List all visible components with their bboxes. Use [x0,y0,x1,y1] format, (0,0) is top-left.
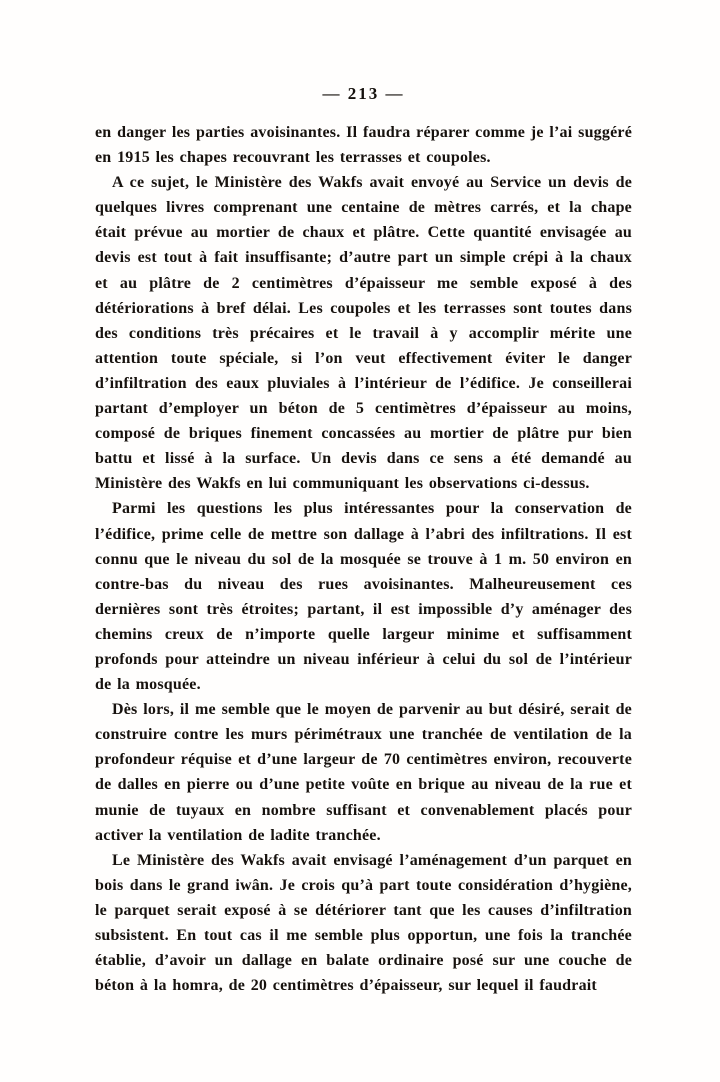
page-content [95,84,632,998]
body-text [95,120,632,998]
paragraph: A ce sujet, le Ministère des Wakfs avait envoyé au Service un devis de quelques livres comprenant une centaine de mètres carrés, et la chape était prévue au mortier de chaux et plâtre. Cette quantité envisagée au devis est tout à fait insuffisante; d’autre part un simple crépi à la chaux et au plâtre de 2 centimètres d’épaisseur me semble exposé à des détériorations à bref délai. Les coupoles et les terrasses sont toutes dans des conditions très précaires et le travail à y accomplir mérite une attention toute spéciale, si l’on veut effectivement éviter le danger d’infiltration des eaux pluviales à l’intérieur de l’édifice. Je conseillerai partant d’employer un béton de 5 centimètres d’épaisseur au moins, composé de briques finement concassées au mortier de plâtre pur bien battu et lissé à la surface. Un devis dans ce sens a été demandé au Ministère des Wakfs en lui communiquant les observations ci-dessus. [95,174,632,493]
page-number: — 213 — [322,84,405,103]
paragraph: Parmi les questions les plus intéressantes pour la conservation de l’édifice, prime celle de mettre son dallage à l’abri des infiltrations. Il est connu que le niveau du sol de la mosquée se trouve à 1 m. 50 environ en contre-bas du niveau des rues avoisinantes. Malheureusement ces dernières sont très étroites; partant, il est impossible d’y aménager des chemins creux de n’importe quelle largeur minime et suffisamment profonds pour atteindre un niveau inférieur à celui du sol de l’intérieur de la mosquée. [95,500,632,694]
paragraph: Dès lors, il me semble que le moyen de parvenir au but désiré, serait de construire contre les murs périmétraux une tranchée de ventilation de la profondeur réquise et d’une largeur de 70 centimètres environ, recouverte de dalles en pierre ou d’une petite voûte en brique au niveau de la rue et munie de tuyaux en nombre suffisant et convenablement placés pour activer la ventilation de ladite tranchée. [95,701,632,844]
paragraph: Le Ministère des Wakfs avait envisagé l’aménagement d’un parquet en bois dans le grand iwân. Je crois qu’à part toute considération d’hygiène, le parquet serait exposé à se détériorer tant que les causes d’infiltration subsistent. En tout cas il me semble plus opportun, une fois la tranchée établie, d’avoir un dallage en balate ordinaire posé sur une couche de béton à la homra, de 20 centimètres d’épaisseur, sur lequel il faudrait [95,851,632,995]
paragraph: en danger les parties avoisinantes. Il faudra réparer comme je l’ai suggéré en 1915 les chapes recouvrant les terrasses et coupoles. [95,124,632,167]
